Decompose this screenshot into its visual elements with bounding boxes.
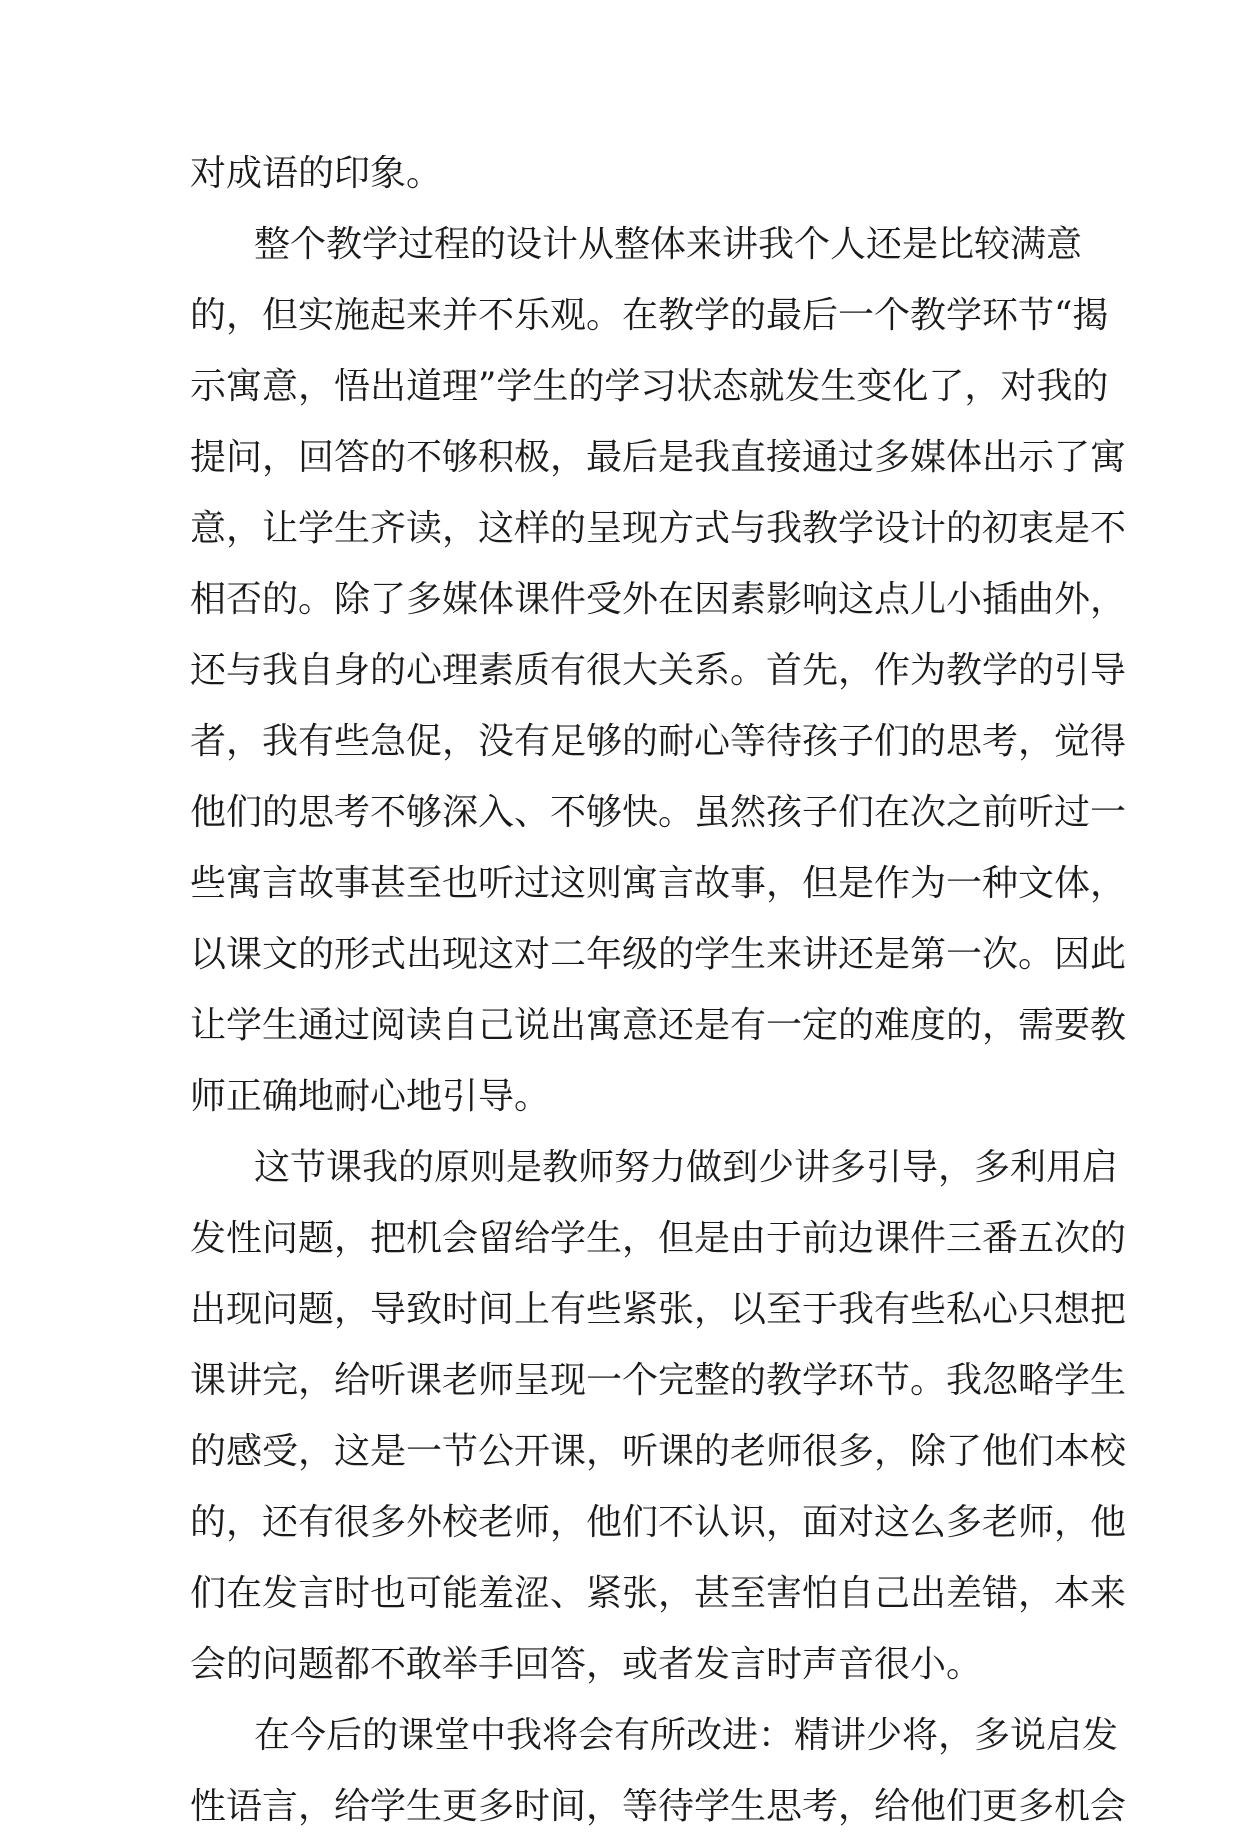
text-line: 出现问题，导致时间上有些紧张，以至于我有些私心只想把 <box>190 1289 1127 1330</box>
text-line: 些寓言故事甚至也听过这则寓言故事，但是作为一种文体， <box>190 863 1127 904</box>
text-line: 课讲完，给听课老师呈现一个完整的教学环节。我忽略学生 <box>190 1360 1127 1401</box>
text-line: 们在发言时也可能羞涩、紧张，甚至害怕自己出差错，本来 <box>190 1573 1127 1614</box>
text-line: 对成语的印象。 <box>190 153 443 194</box>
text-line: 示寓意，悟出道理”学生的学习状态就发生变化了，对我的 <box>190 366 1109 407</box>
text-line: 师正确地耐心地引导。 <box>190 1076 551 1117</box>
text-line: 会的问题都不敢举手回答，或者发言时声音很小。 <box>190 1644 983 1685</box>
text-line: 的感受，这是一节公开课，听课的老师很多，除了他们本校 <box>190 1431 1127 1472</box>
text-line: 提问，回答的不够积极，最后是我直接通过多媒体出示了寓 <box>190 437 1127 478</box>
text-line: 在今后的课堂中我将会有所改进：精讲少将，多说启发 <box>254 1715 1119 1756</box>
text-line: 的，还有很多外校老师，他们不认识，面对这么多老师，他 <box>190 1502 1127 1543</box>
body-text <box>190 138 1127 1842</box>
text-line: 性语言，给学生更多时间，等待学生思考，给他们更多机会 <box>190 1786 1127 1827</box>
text-line: 让学生通过阅读自己说出寓意还是有一定的难度的，需要教 <box>190 1005 1127 1046</box>
text-line: 整个教学过程的设计从整体来讲我个人还是比较满意 <box>254 224 1083 265</box>
text-line: 以课文的形式出现这对二年级的学生来讲还是第一次。因此 <box>190 934 1127 975</box>
text-line: 还与我自身的心理素质有很大关系。首先，作为教学的引导 <box>190 650 1127 691</box>
text-line: 这节课我的原则是教师努力做到少讲多引导，多利用启 <box>254 1147 1119 1188</box>
text-line: 相否的。除了多媒体课件受外在因素影响这点儿小插曲外， <box>190 579 1127 620</box>
text-line: 意，让学生齐读，这样的呈现方式与我教学设计的初衷是不 <box>190 508 1127 549</box>
text-line: 他们的思考不够深入、不够快。虽然孩子们在次之前听过一 <box>190 792 1127 833</box>
text-line: 者，我有些急促，没有足够的耐心等待孩子们的思考，觉得 <box>190 721 1127 762</box>
text-line: 的，但实施起来并不乐观。在教学的最后一个教学环节“揭 <box>190 295 1109 336</box>
text-line: 发性问题，把机会留给学生，但是由于前边课件三番五次的 <box>190 1218 1127 1259</box>
